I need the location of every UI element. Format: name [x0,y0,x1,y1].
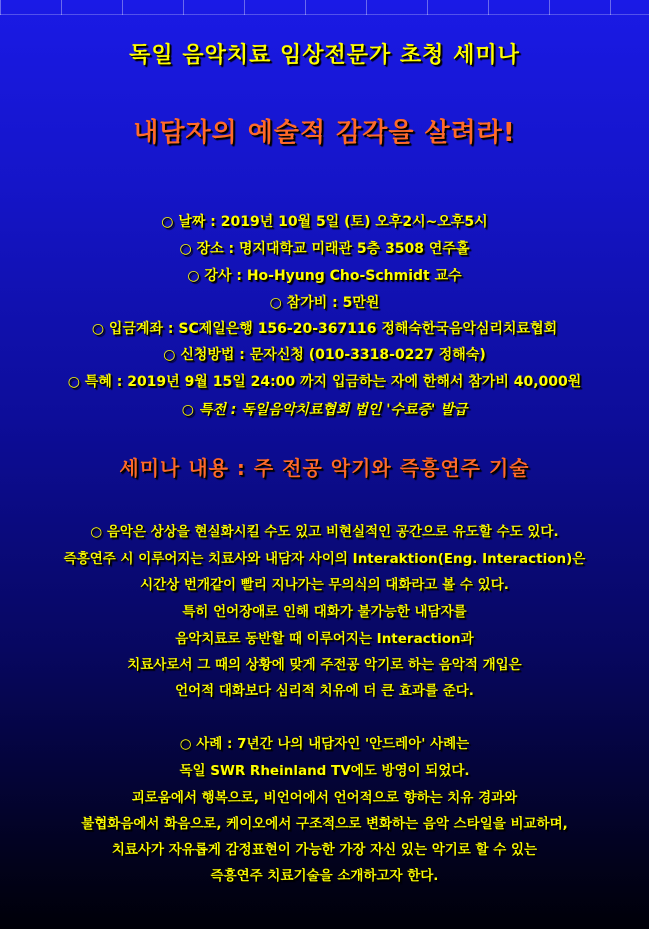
paragraph1-line: 치료사로서 그 때의 상황에 맞게 주전공 악기로 하는 음악적 개입은 [127,657,522,673]
paragraph2-line: 불협화음에서 화음으로, 케이오에서 구조적으로 변화하는 음악 스타일을 비교하며, [81,816,568,832]
info-lecturer: ○ 강사 : Ho-Hyung Cho-Schmidt 교수 [187,268,462,284]
paragraph1-line: 특히 언어장애로 인해 대화가 불가능한 내담자를 [182,604,467,620]
paragraph2-line: 독일 SWR Rheinland TV에도 방영이 되었다. [179,763,470,779]
info-venue: ○ 장소 : 명지대학교 미래관 5층 3508 연주홀 [179,241,470,257]
paragraph2-line: ○ 사례 : 7년간 나의 내담자인 '안드레아' 사례는 [179,736,470,752]
info-bank-account: ○ 입금계좌 : SC제일은행 156-20-367116 정해숙한국음악심리치료협회 [91,321,558,337]
poster-subtitle: 내담자의 예술적 감각을 살려라! [133,118,516,148]
paragraph2-line: 즉흥연주 치료기술을 소개하고자 한다. [210,868,439,884]
paragraph2-line: 치료사가 자유롭게 감정표현이 가능한 가장 자신 있는 악기로 할 수 있는 [111,842,538,858]
paragraph2-line: 괴로움에서 행복으로, 비언어에서 언어적으로 향하는 치유 경과와 [131,790,518,806]
info-registration: ○ 신청방법 : 문자신청 (010-3318-0227 정해숙) [163,347,486,363]
paragraph1-line: 즉흥연주 시 이루어지는 치료사와 내담자 사이의 Interaktion(Eng. Interaction)은 [63,551,586,567]
info-certificate: ○ 특전 : 독일음악치료협회 법인 '수료증' 발급 [181,402,468,418]
paragraph1-line: 시간상 번개같이 빨리 지나가는 무의식의 대화라고 볼 수 있다. [140,577,509,593]
spreadsheet-grid-header [0,0,649,15]
paragraph1-line: 음악치료로 동반할 때 이루어지는 Interaction과 [175,631,474,647]
info-date: ○ 날짜 : 2019년 10월 5일 (토) 오후2시~오후5시 [161,214,488,230]
section-title: 세미나 내용 : 주 전공 악기와 즉흥연주 기술 [119,456,530,480]
paragraph1-line: ○ 음악은 상상을 현실화시킬 수도 있고 비현실적인 공간으로 유도할 수도 있다. [90,524,559,540]
poster-title: 독일 음악치료 임상전문가 초청 세미나 [129,43,520,68]
info-early-discount: ○ 특혜 : 2019년 9월 15일 24:00 까지 입금하는 자에 한해서 참가비 40,000원 [67,374,582,390]
info-fee: ○ 참가비 : 5만원 [269,295,380,311]
paragraph1-line: 언어적 대화보다 심리적 치유에 더 큰 효과를 준다. [175,683,474,699]
